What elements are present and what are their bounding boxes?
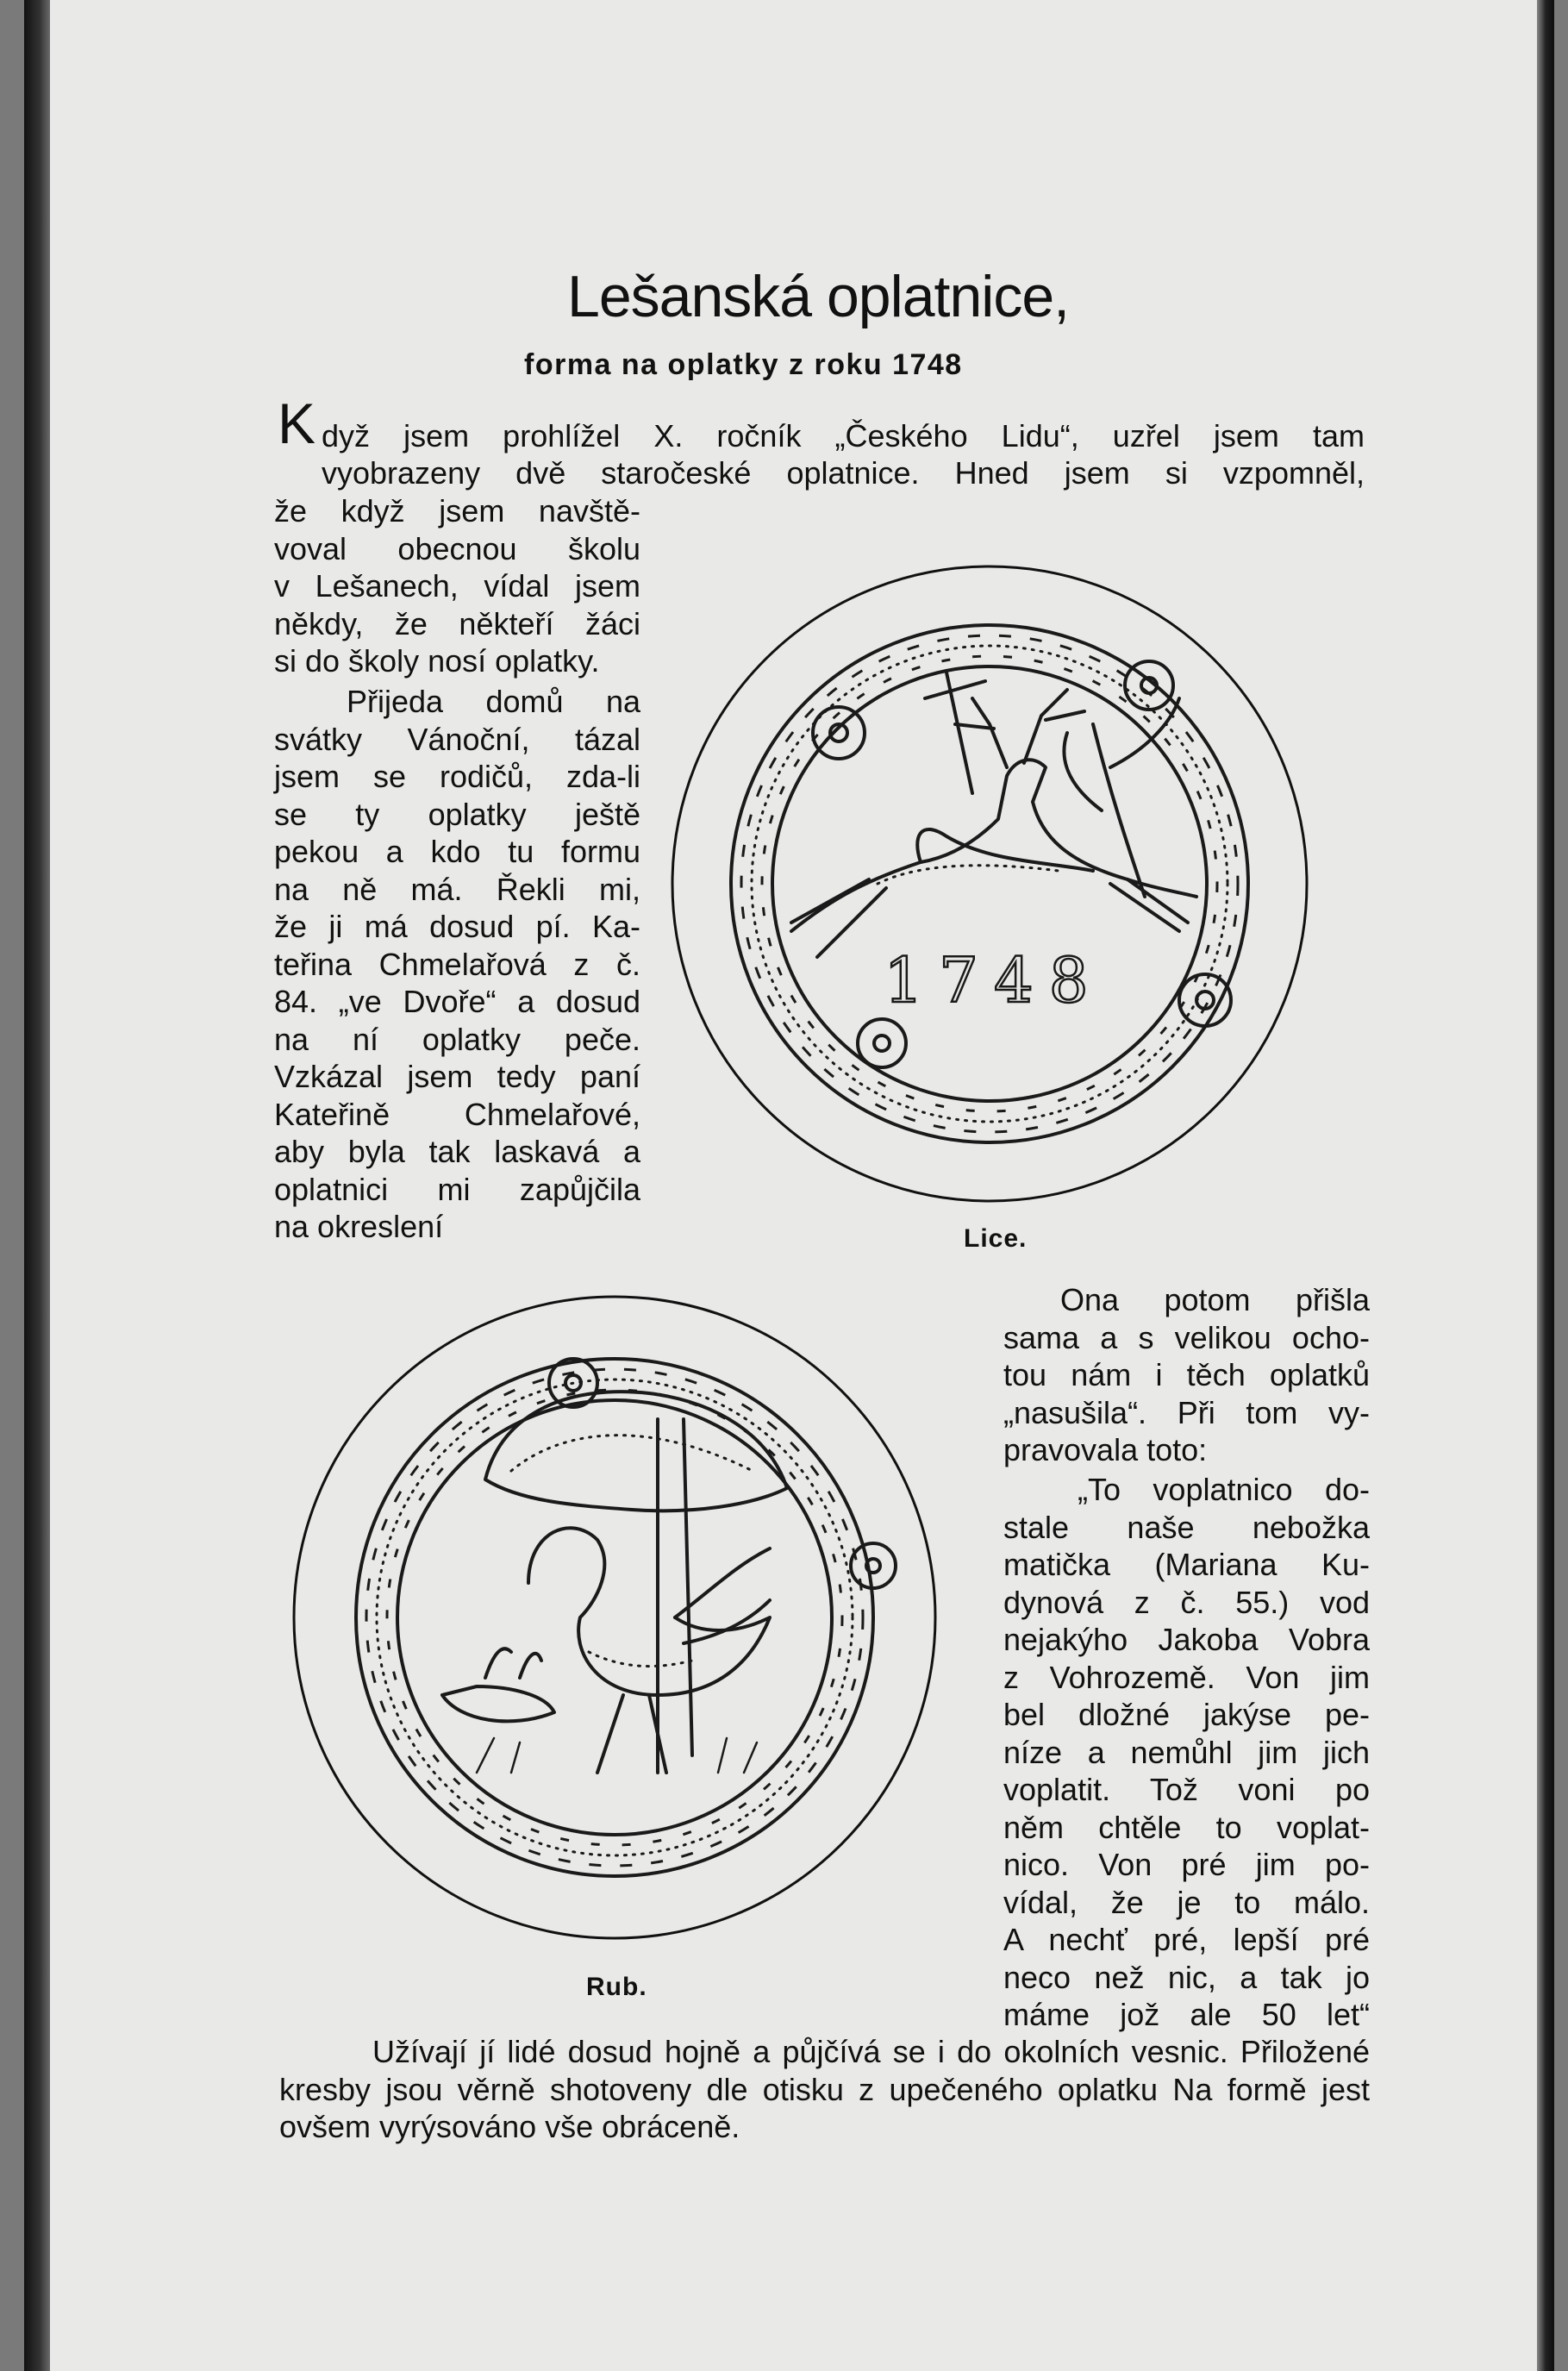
left-column-paragraph-1 [274,492,640,680]
text-line: matička (Mariana Ku- [1003,1547,1370,1582]
text-line: něm chtěle to voplat- [1003,1809,1370,1845]
text-line: A nechť pré, lepší pré [1003,1922,1370,1957]
closing-paragraph: Užívají jí lidé dosud hojně a půjčívá se i do okolních vesnic. Přiložené kresby jsou věrně shotoveny dle otisku z upečeného oplatku Na formě jest ovšem vyrýsováno vše obráceně. [279,2034,1370,2144]
text-line: „nasušila“. Při tom vy- [1003,1394,1370,1430]
scanned-page [24,0,1554,2371]
text-line: jsem se rodičů, zda-li [274,759,640,794]
back-figure-caption: Rub. [586,1973,647,2001]
text-line: někdy, že někteří žáci [274,605,640,641]
text-line: níze a nemůhl jim jich [1003,1734,1370,1770]
right-column-paragraph-1 [1003,1281,1370,1469]
figure-front-lice [662,552,1317,1207]
text-line: vídal, že je to málo. [1003,1884,1370,1920]
text-line: bel dložné jakýse pe- [1003,1697,1370,1732]
text-line: 84. „ve Dvoře“ a dosud [274,984,640,1019]
text-line: na okreslení [274,1209,444,1244]
intro-line-2: vyobrazeny dvě staročeské oplatnice. Hned jsem si vzpomněl, [322,455,1365,491]
intro-line-1: dyž jsem prohlížel X. ročník „Českého Lidu“, uzřel jsem tam [322,418,1365,454]
article-subtitle: forma na oplatky z roku 1748 [524,348,963,381]
article-title: Lešanská oplatnice, [567,264,1070,329]
text-line: stale naše nebožka [1003,1509,1370,1545]
text-line: „To voplatnico do- [1078,1472,1370,1507]
text-line: Kateřině Chmelařové, [274,1096,640,1132]
text-line: Vzkázal jsem tedy paní [274,1059,640,1094]
text-line: z Vohrozemě. Von jim [1003,1659,1370,1695]
text-line: na ní oplatky peče. [274,1021,640,1057]
front-figure-year: 1748 [884,944,1104,1017]
text-line: se ty oplatky ještě [274,796,640,832]
text-line: pekou a kdo tu formu [274,834,640,869]
text-line: si do školy nosí oplatky. [274,643,600,679]
right-column-paragraph-2 [1003,1471,1370,2034]
page-right-shadow [1537,0,1554,2371]
text-line: nejakýho Jakoba Vobra [1003,1622,1370,1657]
text-line: svátky Vánoční, tázal [274,721,640,757]
text-line: máme jož ale 50 let“ [1003,1997,1370,2032]
text-line: v Lešanech, vídal jsem [274,568,640,604]
figure-back-rub [287,1290,942,1945]
text-line: teřina Chmelařová z č. [274,946,640,982]
text-line: že ji má dosud pí. Ka- [274,909,640,944]
text-line: na ně má. Řekli mi, [274,871,640,907]
text-line: dynová z č. 55.) vod [1003,1584,1370,1620]
left-column-paragraph-2 [274,683,640,1246]
front-figure-caption: Lice. [964,1224,1028,1253]
text-line: voplatit. Tož voni po [1003,1772,1370,1807]
text-line: sama a s velikou ocho- [1003,1319,1370,1355]
text-line: že když jsem navště- [274,493,640,529]
text-line: oplatnici mi zapůjčila [274,1171,640,1207]
text-line: nico. Von pré jim po- [1003,1847,1370,1882]
text-line: tou nám i těch oplatků [1003,1357,1370,1392]
drop-cap: K [278,391,316,455]
text-line: voval obecnou školu [274,530,640,566]
page-left-shadow [24,0,50,2371]
text-line: pravovala toto: [1003,1432,1208,1467]
text-line: Přijeda domů na [347,684,640,719]
text-line: Ona potom přišla [1060,1282,1370,1317]
text-line: neco než nic, a tak jo [1003,1959,1370,1995]
text-line: aby byla tak laskavá a [274,1134,640,1169]
